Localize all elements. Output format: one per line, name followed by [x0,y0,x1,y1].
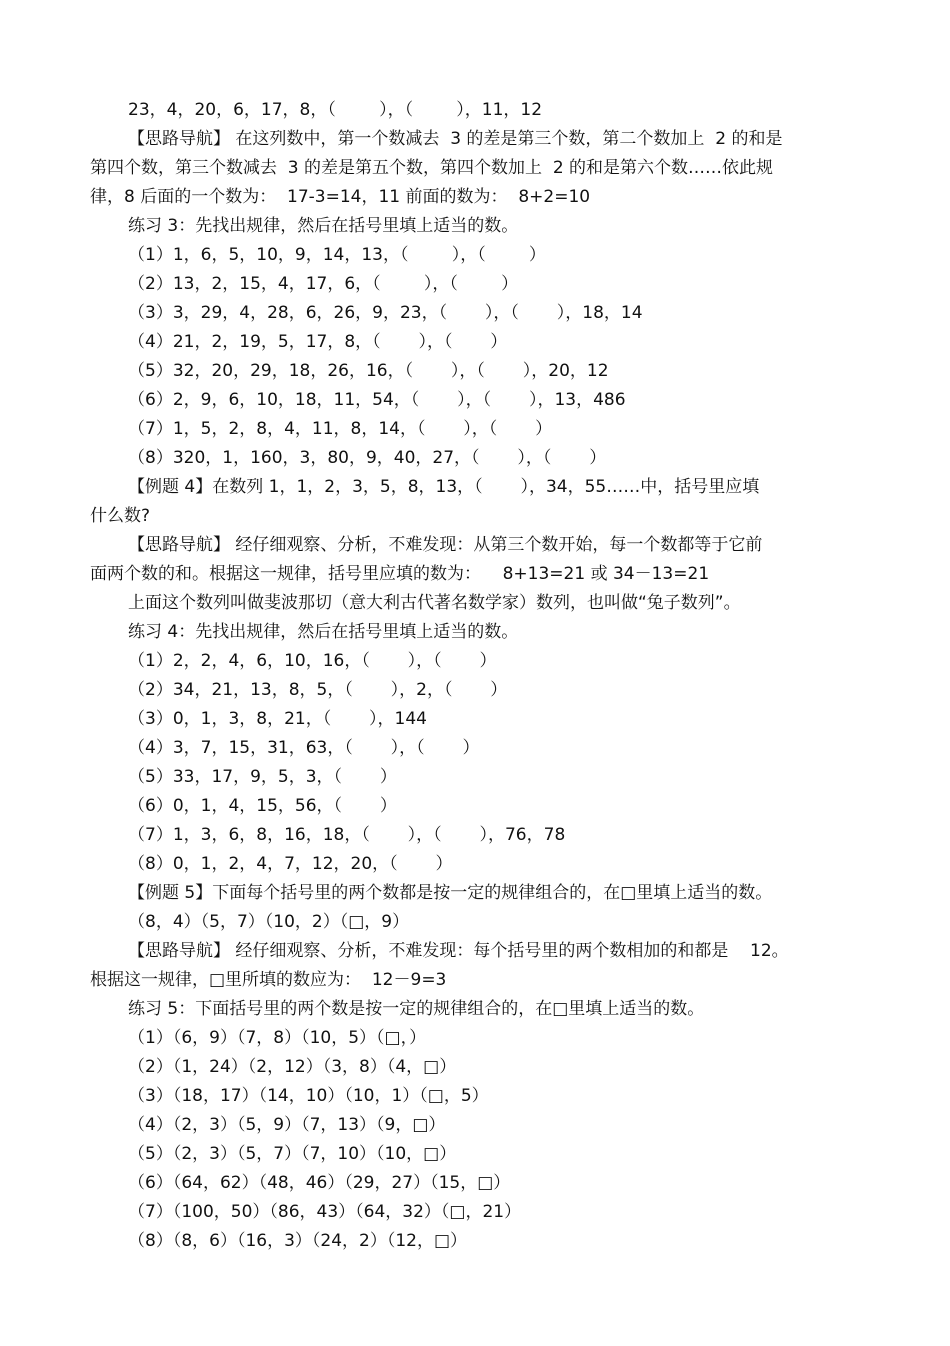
exercise-item: （1）1，6，5，10，9，14，13，（ ），（ ） [128,245,546,265]
exercise-item: （4）21，2，19，5，17，8，（ ），（ ） [128,332,508,352]
exercise-item: （7）1，5，2，8，4，11，8，14，（ ），（ ） [128,419,553,439]
hint-line: 根据这一规律，□里所填的数应为： 12－9=3 [90,970,447,990]
sequence-line: 23，4，20，6，17，8，（ ），（ ），11，12 [128,100,543,120]
exercise-heading: 练习 3：先找出规律，然后在括号里填上适当的数。 [128,216,519,236]
hint-line: 律，8 后面的一个数为： 17-3=14，11 前面的数为： 8+2=10 [90,187,591,207]
exercise-item: （5）（2，3）（5，7）（7，10）（10，□） [128,1144,457,1164]
exercise-item: （1）（6，9）（7，8）（10，5）（□，） [128,1028,427,1048]
exercise-item: （5）32，20，29，18，26，16，（ ），（ ），20，12 [128,361,609,381]
hint-line: 【思路导航】 经仔细观察、分析，不难发现：从第三个数开始，每一个数都等于它前 [128,535,763,555]
exercise-item: （6）（64，62）（48，46）（29，27）（15，□） [128,1173,511,1193]
exercise-heading: 练习 5：下面括号里的两个数是按一定的规律组合的，在□里填上适当的数。 [128,999,705,1019]
exercise-heading: 练习 4：先找出规律，然后在括号里填上适当的数。 [128,622,519,642]
exercise-item: （6）0，1，4，15，56，（ ） [128,796,397,816]
example-line: （8，4）（5，7）（10，2）（□，9） [128,912,410,932]
exercise-item: （1）2，2，4，6，10，16，（ ），（ ） [128,651,497,671]
exercise-item: （2）34，21，13，8，5，（ ），2，（ ） [128,680,508,700]
example-line: 什么数? [90,506,151,526]
hint-line: 第四个数，第三个数减去 3 的差是第五个数，第四个数加上 2 的和是第六个数……依此规 [90,158,774,178]
example-heading: 【例题 5】下面每个括号里的两个数都是按一定的规律组合的，在□里填上适当的数。 [128,883,773,903]
exercise-item: （8）0，1，2，4，7，12，20，（ ） [128,854,453,874]
note-line: 上面这个数列叫做斐波那切（意大利古代著名数学家）数列，也叫做“兔子数列”。 [128,593,741,613]
exercise-item: （2）13，2，15，4，17，6，（ ），（ ） [128,274,519,294]
exercise-item: （3）（18，17）（14，10）（10，1）（□，5） [128,1086,489,1106]
example-heading: 【例题 4】在数列 1，1，2，3，5，8，13，（ ），34，55……中，括号里应填 [128,477,760,497]
exercise-item: （7）1，3，6，8，16，18，（ ），（ ），76，78 [128,825,566,845]
hint-line: 面两个数的和。根据这一规律，括号里应填的数为： 8+13=21 或 34－13=21 [90,564,710,584]
exercise-item: （7）（100，50）（86，43）（64，32）（□，21） [128,1202,522,1222]
hint-line: 【思路导航】 经仔细观察、分析，不难发现：每个括号里的两个数相加的和都是 12。 [128,941,789,961]
exercise-item: （4）（2，3）（5，9）（7，13）（9，□） [128,1115,446,1135]
exercise-item: （4）3，7，15，31，63，（ ），（ ） [128,738,480,758]
exercise-item: （2）（1，24）（2，12）（3，8）（4，□） [128,1057,457,1077]
hint-line: 【思路导航】 在这列数中，第一个数减去 3 的差是第三个数，第二个数加上 2 的和是 [128,129,783,149]
exercise-item: （3）3，29，4，28，6，26，9，23，（ ），（ ），18，14 [128,303,643,323]
exercise-item: （8）320，1，160，3，80，9，40，27，（ ），（ ） [128,448,607,468]
exercise-item: （8）（8，6）（16，3）（24，2）（12，□） [128,1231,468,1251]
exercise-item: （3）0，1，3，8，21，（ ），144 [128,709,427,729]
exercise-item: （6）2，9，6，10，18，11，54，（ ），（ ），13，486 [128,390,626,410]
exercise-item: （5）33，17，9，5，3，（ ） [128,767,397,787]
